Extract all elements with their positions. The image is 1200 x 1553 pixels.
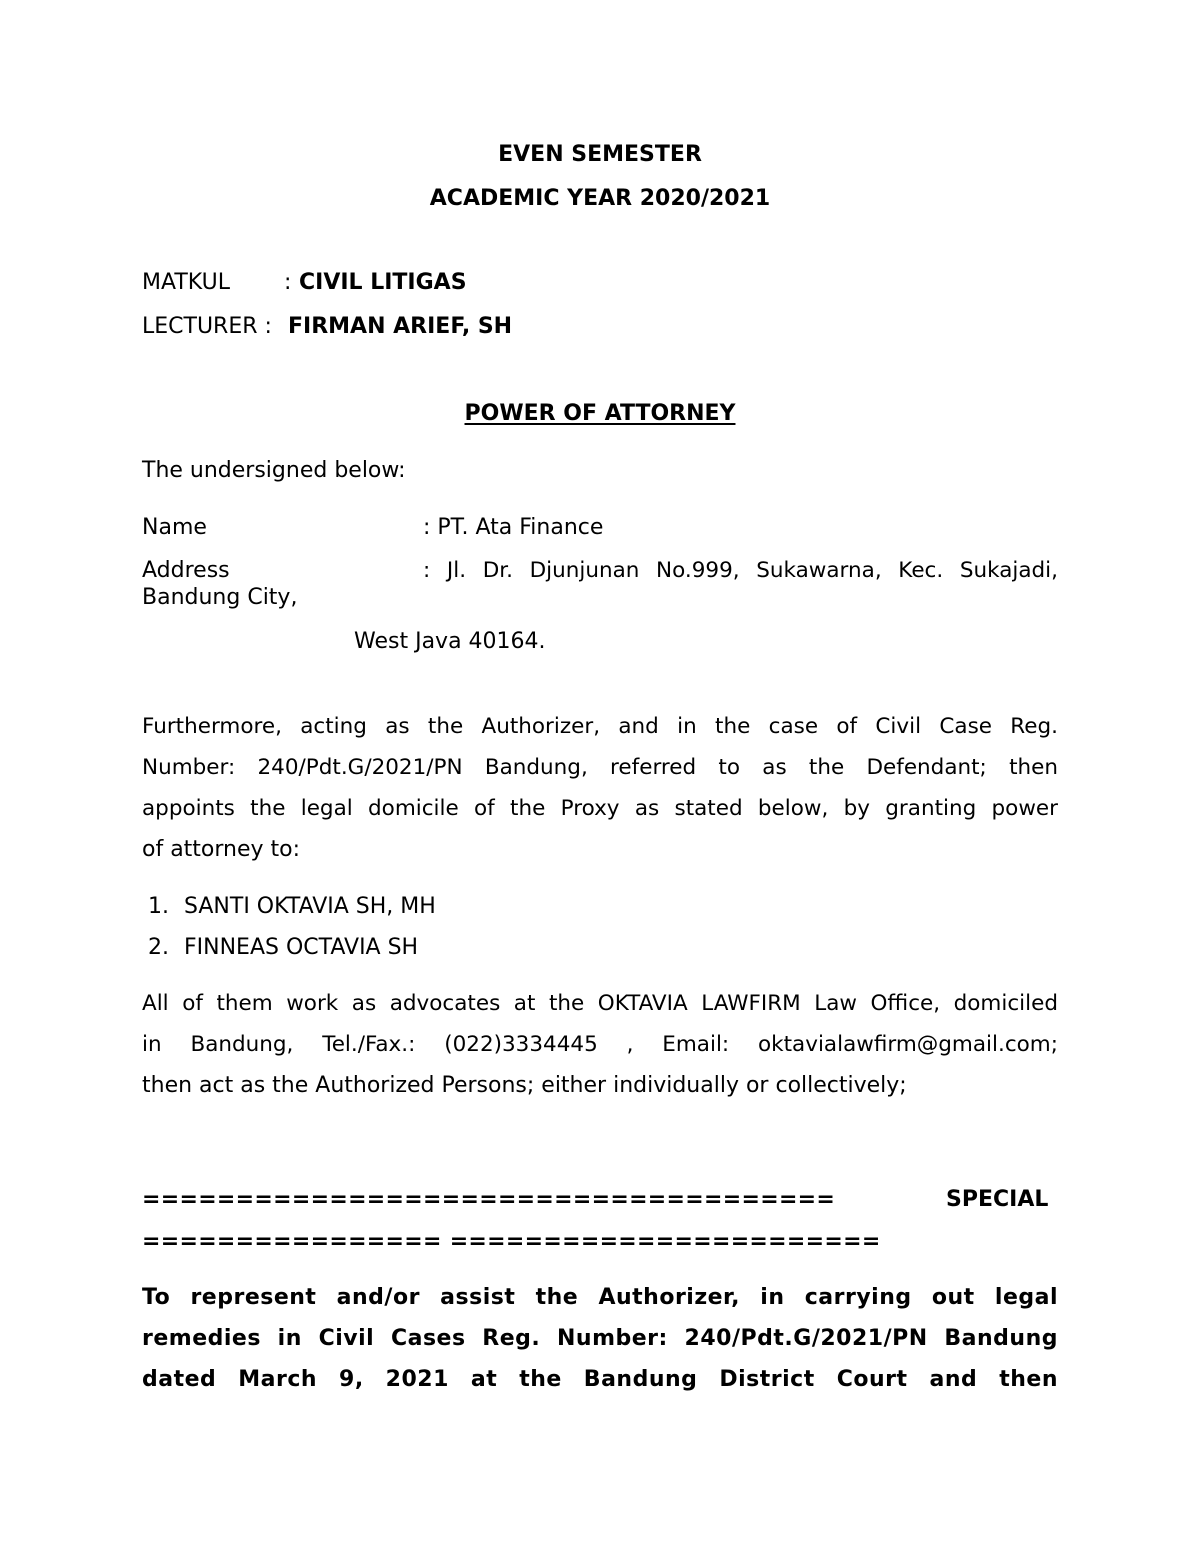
name-label: Name <box>142 515 207 540</box>
name-value: : PT. Ata Finance <box>423 515 604 540</box>
para1-line3: appoints the legal domicile of the Proxy as stated below, by granting power <box>142 796 1058 821</box>
para1-line4: of attorney to: <box>142 837 301 862</box>
para2-line1: All of them work as advocates at the OKTAVIA LAWFIRM Law Office, domiciled <box>142 991 1058 1016</box>
proxy-2-name: FINNEAS OCTAVIA SH <box>184 935 419 960</box>
proxy-2-number: 2. <box>148 935 169 960</box>
para1-line2: Number: 240/Pdt.G/2021/PN Bandung, referred to as the Defendant; then <box>142 755 1058 780</box>
special-equals-line2: ================ ======================= <box>142 1229 881 1254</box>
address-value: : Jl. Dr. Djunjunan No.999, Sukawarna, Kec. Sukajadi, <box>423 558 1058 583</box>
lecturer-label: LECTURER : <box>142 314 272 339</box>
matkul-label: MATKUL <box>142 270 230 295</box>
para3-line2: remedies in Civil Cases Reg. Number: 240/Pdt.G/2021/PN Bandung <box>142 1326 1058 1351</box>
address-label: Address <box>142 558 230 583</box>
matkul-separator: : <box>284 270 292 295</box>
para3-line3: dated March 9, 2021 at the Bandung District Court and then <box>142 1367 1058 1392</box>
para1-line1: Furthermore, acting as the Authorizer, and in the case of Civil Case Reg. <box>142 714 1058 739</box>
proxy-1-name: SANTI OKTAVIA SH, MH <box>184 894 436 919</box>
address-line3: West Java 40164. <box>354 629 546 654</box>
special-equals-line1: ===================================== <box>142 1187 836 1212</box>
intro-text: The undersigned below: <box>142 458 406 483</box>
para2-line2: in Bandung, Tel./Fax.: (022)3334445 , Email: oktavialawfirm@gmail.com; <box>142 1032 1058 1057</box>
academic-year-heading: ACADEMIC YEAR 2020/2021 <box>429 186 771 211</box>
document-title: POWER OF ATTORNEY <box>464 401 736 426</box>
matkul-value: CIVIL LITIGAS <box>299 270 467 295</box>
para2-line3: then act as the Authorized Persons; either individually or collectively; <box>142 1073 907 1098</box>
special-word: SPECIAL <box>946 1187 1049 1212</box>
semester-heading: EVEN SEMESTER <box>498 142 702 167</box>
address-line2: Bandung City, <box>142 585 298 610</box>
proxy-1-number: 1. <box>148 894 169 919</box>
para3-line1: To represent and/or assist the Authorizer, in carrying out legal <box>142 1285 1058 1310</box>
lecturer-value: FIRMAN ARIEF, SH <box>288 314 513 339</box>
